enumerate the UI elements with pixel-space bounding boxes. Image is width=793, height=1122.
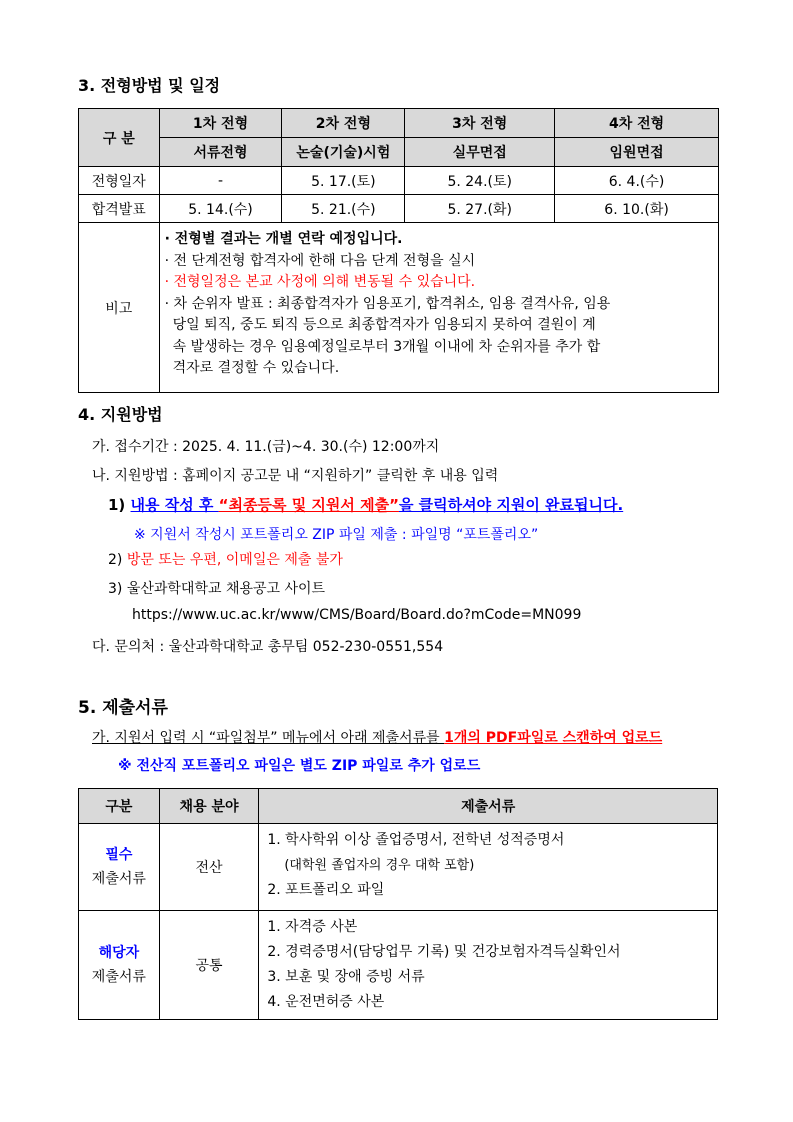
schedule-table <box>78 108 719 393</box>
docs-field-header: 채용 분야 <box>159 789 259 824</box>
item3-text: 울산과학대학교 채용공고 사이트 <box>126 581 326 597</box>
section5-title: 5. 제출서류 <box>78 698 168 718</box>
stage-2-name: 2차 전형 <box>282 109 405 138</box>
stage-3-type: 실무면접 <box>405 138 555 167</box>
applicable-label-bottom: 제출서류 <box>91 969 146 985</box>
intro-text: 가. 지원서 입력 시 “파일첨부” 메뉴에서 아래 제출서류를 <box>92 730 445 746</box>
stage-2-type: 논술(기술)시험 <box>282 138 405 167</box>
row-label-announcement: 합격발표 <box>79 195 160 223</box>
remark-line: · 전형별 결과는 개별 연락 예정입니다. <box>164 231 403 247</box>
doc-item: 1. 자격증 사본 <box>267 919 358 935</box>
remark-line: · 전형일정은 본교 사정에 의해 변동될 수 있습니다. <box>164 274 476 290</box>
docs-list-header: 제출서류 <box>259 789 718 824</box>
table-cell: 5. 21.(수) <box>282 195 405 223</box>
table-cell: 5. 17.(토) <box>282 167 405 195</box>
item1-text-b: “최종등록 및 지원서 제출” <box>218 496 399 514</box>
method-item-1 <box>108 494 623 515</box>
stage-4-type: 임원면접 <box>555 138 719 167</box>
documents-intro <box>92 727 662 747</box>
table-row <box>79 195 719 223</box>
section3-title: 3. 전형방법 및 일정 <box>78 76 221 95</box>
applicable-label-top: 해당자 <box>98 945 140 961</box>
table-cell: 6. 4.(수) <box>555 167 719 195</box>
table-cell: 5. 14.(수) <box>159 195 282 223</box>
method-item-2 <box>108 549 343 569</box>
remark-line: 속 발생하는 경우 임용예정일로부터 3개월 이내에 차 순위자를 추가 합 <box>172 338 601 355</box>
remark-line: 당일 퇴직, 중도 퇴직 등으로 최종합격자가 임용되지 못하여 결원이 계 <box>172 317 596 333</box>
contact-info: 다. 문의처 : 울산과학대학교 총무팀 052-230-0551,554 <box>92 639 444 655</box>
stage-3-name: 3차 전형 <box>405 109 555 138</box>
section4-title: 4. 지원방법 <box>78 405 163 424</box>
remark-line: · 전 단계전형 합격자에 한해 다음 단계 전형을 실시 <box>164 252 476 269</box>
table-row <box>79 167 719 195</box>
doc-item-note: (대학원 졸업자의 경우 대학 포함) <box>284 858 475 873</box>
method-item-3 <box>108 578 325 598</box>
doc-item: 2. 포트폴리오 파일 <box>267 882 385 898</box>
table-cell: - <box>159 167 282 195</box>
doc-item: 4. 운전면허증 사본 <box>267 994 385 1010</box>
documents-table <box>78 788 718 1020</box>
remarks-content <box>159 223 718 393</box>
item-number: 3) <box>108 581 123 597</box>
table-cell: 5. 27.(화) <box>405 195 555 223</box>
stage-1-type: 서류전형 <box>159 138 282 167</box>
required-docs-list <box>259 824 718 911</box>
doc-item: 2. 경력증명서(담당업무 기록) 및 건강보험자격득실확인서 <box>267 944 621 960</box>
required-label-top: 필수 <box>105 847 133 863</box>
remark-line: · 차 순위자 발표 : 최종합격자가 임용포기, 합격취소, 임용 결격사유, 임용 <box>164 295 611 312</box>
item2-text: 방문 또는 우편, 이메일은 제출 불가 <box>126 552 343 568</box>
table-cell: 6. 10.(화) <box>555 195 719 223</box>
row-label-exam-date: 전형일자 <box>79 167 160 195</box>
portfolio-note: ※ 지원서 작성시 포트폴리오 ZIP 파일 제출 : 파일명 “포트폴리오” <box>134 527 539 543</box>
application-method: 나. 지원방법 : 홈페이지 공고문 내 “지원하기” 클릭한 후 내용 입력 <box>92 468 499 484</box>
table-row <box>79 824 718 911</box>
doc-item: 3. 보훈 및 장애 증빙 서류 <box>267 969 425 985</box>
stage-4-name: 4차 전형 <box>555 109 719 138</box>
required-label-bottom: 제출서류 <box>91 871 146 887</box>
required-field: 전산 <box>159 824 259 911</box>
table-cell: 5. 24.(토) <box>405 167 555 195</box>
item-number: 2) <box>108 552 123 568</box>
applicable-field: 공통 <box>159 911 259 1020</box>
applicable-docs-label <box>79 911 160 1020</box>
application-period: 가. 접수기간 : 2025. 4. 11.(금)~4. 30.(수) 12:00까지 <box>92 439 440 455</box>
table-row <box>79 911 718 1020</box>
stage-1-name: 1차 전형 <box>159 109 282 138</box>
remark-line: 격자로 결정할 수 있습니다. <box>172 360 340 376</box>
zip-upload-note: ※ 전산직 포트폴리오 파일은 별도 ZIP 파일로 추가 업로드 <box>118 758 481 774</box>
division-header: 구 분 <box>79 109 160 167</box>
item1-text-c: 을 클릭하셔야 지원이 완료됩니다. <box>398 496 624 514</box>
item1-text-a: 내용 작성 후 <box>130 496 219 514</box>
remarks-label: 비고 <box>79 223 160 393</box>
item-number: 1) <box>108 496 126 514</box>
required-docs-label <box>79 824 160 911</box>
applicable-docs-list <box>259 911 718 1020</box>
intro-highlight: 1개의 PDF파일로 스캔하여 업로드 <box>444 730 663 746</box>
doc-item: 1. 학사학위 이상 졸업증명서, 전학년 성적증명서 <box>267 832 565 848</box>
docs-division-header: 구분 <box>79 789 160 824</box>
recruitment-url-link[interactable]: https://www.uc.ac.kr/www/CMS/Board/Board.do?mCode=MN099 <box>132 607 582 623</box>
